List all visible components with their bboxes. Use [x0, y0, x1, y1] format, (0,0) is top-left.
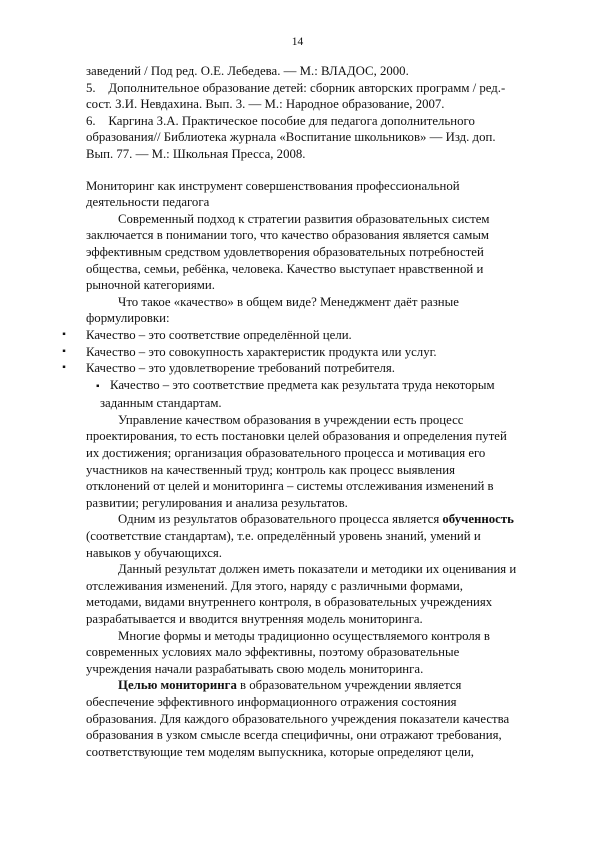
bullet-text: Качество – это удовлетворение требований потребителя.: [86, 361, 395, 376]
reference-4-continuation: заведений / Под ред. О.Е. Лебедева. — М.: ВЛАДОС, 2000.: [86, 64, 409, 78]
paragraph-indicators: Данный результат должен иметь показатели и методики их оценивания и отслеживания изменений. Для этого, наряду с различными формами, методами, видами внутреннего контроля, в образовательных учреждениях разрабатывается и вводится внутренняя модель мониторинга.: [86, 562, 517, 626]
bullet-item: [62, 344, 521, 361]
bullet-square-icon: ▪: [62, 345, 66, 357]
paragraph-quality-management: Управление качеством образования в учреждении есть процесс проектирования, то есть постановки целей образования и определения путей их достижения; организация образовательного процесса и мотивация его участников на качественный труд; контроль как процесс выявления отклонений от целей и мониторинга – системы отслеживания изменений в развитии; регулирования и анализа результатов.: [86, 412, 507, 510]
bullet-square-icon: ▪: [62, 362, 66, 374]
section-heading: Мониторинг как инструмент совершенствования профессиональной деятельности педагога: [86, 178, 460, 210]
bullet-square-icon: ▪: [96, 380, 100, 392]
paragraph-learning-outcome: [86, 511, 521, 561]
reference-5: 5. Дополнительное образование детей: сборник авторских программ / ред.-сост. З.И. Невдахина. Вып. 3. — М.: Народное образование, 2007.: [86, 80, 506, 112]
page-number: 14: [291, 36, 304, 48]
paragraph-monitoring-goal: [86, 677, 521, 760]
spacer: [86, 163, 521, 178]
bullet-item: [62, 327, 521, 344]
bullet-item: [62, 360, 521, 377]
text-run: в образовательном учреждении является обеспечение эффективного информационного отражения состояния образования. Для каждого образовательного учреждения показатели качества образования в узком смысле всегда специфичны, они отражают требования, соответствующие тем моделям выпускника, которые определяют цели,: [86, 678, 510, 759]
bullet-text: Качество – это соответствие предмета как результата труда некоторым заданным стандартам.: [100, 377, 495, 411]
paragraph-modern-approach: Современный подход к стратегии развития образовательных систем заключается в понимании того, что качество образования является самым эффективным средством удовлетворения образовательных потребностей общества, семьи, ребёнка, человека. Качество выступает нравственной и рыночной категориями.: [86, 211, 490, 293]
bold-term-monitoring-goal: Целью мониторинга: [118, 678, 237, 693]
paragraph-what-is-quality: Что такое «качество» в общем виде? Менеджмент даёт разные формулировки:: [86, 294, 459, 326]
bullet-square-icon: ▪: [62, 328, 66, 340]
reference-6: 6. Каргина З.А. Практическое пособие для педагога дополнительного образования// Библиотека журнала «Воспитание школьников» — Изд. доп. Вып. 77. — М.: Школьная Пресса, 2008.: [86, 113, 496, 161]
text-run: Одним из результатов образовательного процесса является: [118, 512, 443, 527]
bullet-text: Качество – это совокупность характеристик продукта или услуг.: [86, 344, 437, 359]
bold-term-obuchennost: обученность: [442, 512, 514, 527]
bullet-text: Качество – это соответствие определённой цели.: [86, 327, 352, 342]
bullet-item-indented: [86, 377, 521, 412]
page-content: [62, 63, 521, 760]
text-run: (соответствие стандартам), т.е. определённый уровень знаний, умений и навыков у обучающихся.: [86, 529, 481, 560]
paragraph-traditional-control: Многие формы и методы традиционно осуществляемого контроля в современных условиях мало эффективны, поэтому образовательные учреждения начали разрабатывать свою модель мониторинга.: [86, 628, 490, 676]
